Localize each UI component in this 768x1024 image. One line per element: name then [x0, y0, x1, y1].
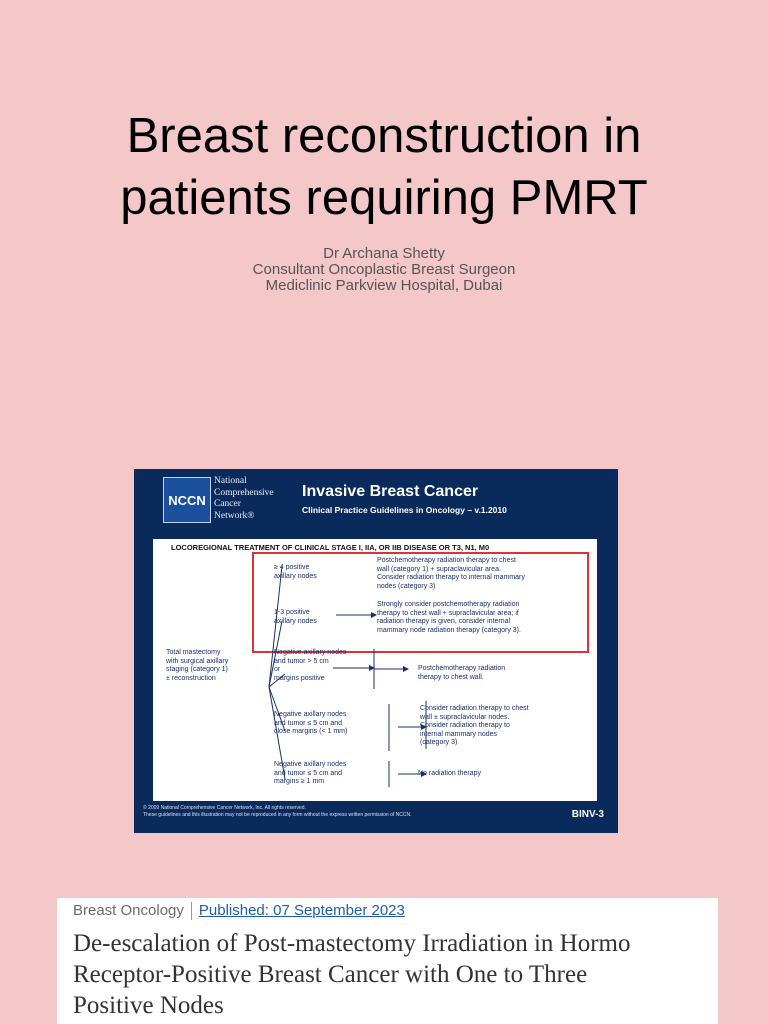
recommendation-line: Consider radiation therapy to [420, 722, 510, 729]
condition-line: 1-3 positive [274, 609, 310, 616]
start-node-line: staging (category 1) [166, 666, 228, 673]
slide-subtitle [0, 246, 768, 294]
article-title-line: Receptor-Positive Breast Cancer with One to Three [73, 961, 588, 988]
start-node-line: Total mastectomy [166, 649, 221, 656]
recommendation-line: internal mammary nodes [420, 730, 498, 738]
condition-line: Negative axillary nodes [274, 761, 347, 768]
recommendation-line: mammary node radiation therapy (category 3). [377, 626, 521, 634]
recommendation-line: (category 3) [420, 739, 458, 746]
figure-disclaimer: These guidelines and this illustration may not be reproduced in any form without the express written permission of NCCN. [143, 812, 412, 818]
article-category-link[interactable]: Breast Oncology [73, 902, 184, 919]
published-date-link[interactable]: Published: 07 September 2023 [198, 902, 405, 919]
condition-line: Negative axillary nodes [274, 649, 347, 656]
condition-line: and tumor ≤ 5 cm and [274, 719, 343, 727]
recommendation-line: Postchemotherapy radiation [418, 665, 506, 672]
nccn-logo-text [214, 476, 274, 522]
article-card [57, 898, 718, 1024]
nccn-guideline-figure [134, 469, 618, 833]
condition-line: margins ≥ 1 mm [274, 778, 325, 785]
logo-line: National [214, 476, 247, 486]
branch-1-condition [274, 564, 317, 581]
branch-2-recommendation [377, 601, 521, 635]
recommendation-line: Consider radiation therapy to chest [420, 705, 529, 712]
meta-divider [191, 902, 192, 920]
branch-3-condition [274, 649, 346, 683]
branch-4-recommendation [420, 705, 529, 748]
nccn-logo: NCCN [163, 477, 211, 523]
author-role: Consultant Oncoplastic Breast Surgeon [252, 261, 516, 278]
recommendation-line: wall (category 1) + supraclavicular area. [377, 565, 501, 573]
figure-footer [143, 805, 411, 819]
article-title[interactable] [73, 928, 768, 1021]
recommendation-line: Postchemotherapy radiation therapy to chest [377, 557, 516, 564]
figure-subtitle: Clinical Practice Guidelines in Oncology – v.1.2010 [302, 505, 507, 515]
recommendation-line: therapy to chest wall + supraclavicular area; if [377, 609, 519, 617]
flowchart-header: LOCOREGIONAL TREATMENT OF CLINICAL STAGE I, IIA, OR IIB DISEASE OR T3, N1, M0 [171, 543, 490, 552]
author-name: Dr Archana Shetty [323, 245, 445, 262]
slide-title [0, 105, 768, 229]
article-title-line: Positive Nodes [73, 992, 224, 1019]
recommendation-line: wall ± supraclavicular nodes. [420, 713, 510, 721]
condition-line: axillary nodes [274, 572, 317, 580]
recommendation-line: Consider radiation therapy to internal mammary [377, 574, 525, 581]
logo-line: Network® [214, 510, 255, 521]
author-affiliation: Mediclinic Parkview Hospital, Dubai [265, 277, 503, 294]
condition-line: margins positive [274, 674, 325, 682]
figure-title: Invasive Breast Cancer [302, 483, 479, 500]
logo-line: Cancer [214, 499, 241, 509]
figure-copyright: © 2009 National Comprehensive Cancer Network, Inc. All rights reserved. [143, 805, 306, 811]
condition-line: and tumor > 5 cm [274, 657, 329, 665]
start-node-line: with surgical axillary [166, 657, 229, 665]
slide-title-line-1: Breast reconstruction in [126, 109, 642, 163]
slide-title-line-2: patients requiring PMRT [120, 171, 648, 225]
branch-5-recommendation [418, 770, 481, 779]
recommendation-line: radiation therapy is given, consider internal [377, 618, 511, 625]
article-meta [73, 902, 405, 920]
branch-4-condition [274, 711, 347, 737]
branch-5-condition [274, 761, 346, 787]
recommendation-line: nodes (category 3) [377, 582, 436, 590]
condition-line: close margins (< 1 mm) [274, 728, 348, 735]
start-node-line: ± reconstruction [166, 674, 216, 682]
recommendation-line: No radiation therapy [418, 770, 482, 777]
branch-3-recommendation [418, 665, 505, 682]
condition-line: axillary nodes [274, 617, 317, 625]
start-node [166, 649, 228, 683]
condition-line: or [274, 666, 281, 673]
condition-line: ≥ 4 positive [274, 564, 310, 571]
figure-code: BINV-3 [571, 809, 604, 820]
logo-line: Comprehensive [214, 487, 274, 498]
recommendation-line: Strongly consider postchemotherapy radiation [377, 601, 520, 608]
condition-line: Negative axillary nodes [274, 711, 347, 718]
flowchart-panel [153, 539, 597, 801]
recommendation-line: therapy to chest wall. [418, 673, 484, 681]
article-title-line: De-escalation of Post-mastectomy Irradiation in Hormo [73, 930, 631, 957]
branch-2-condition [274, 609, 317, 626]
branch-1-recommendation [377, 557, 525, 591]
condition-line: and tumor ≤ 5 cm and [274, 769, 343, 777]
